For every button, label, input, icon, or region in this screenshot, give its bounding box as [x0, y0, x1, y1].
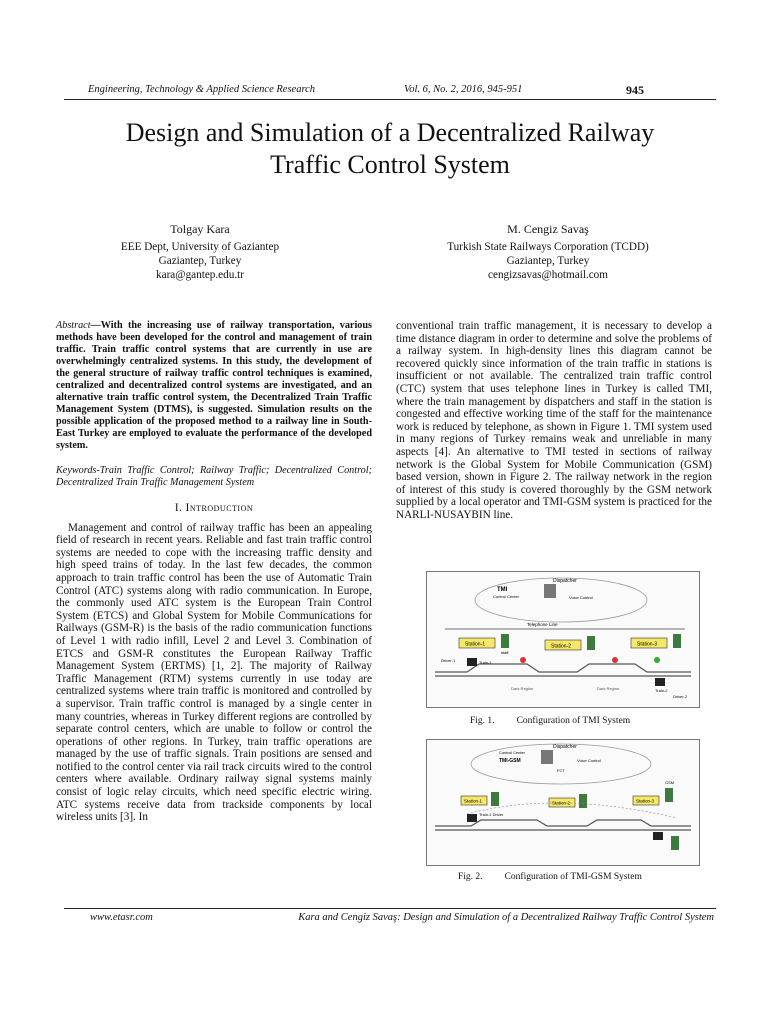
figure-2-diagram: [427, 740, 699, 865]
fig2-control-center-label: Control Center: [499, 750, 526, 755]
fig1-driver1-label: Driver-1: [441, 658, 456, 663]
intro-paragraph-right: conventional train traffic management, it is necessary to develop a time distance diagram in order to determine and solve the problems of a railway system. In high-density lines this diagram cannot be recovered quickly since information of the train traffic in stations is insufficient or not available. The centralized train traffic control (CTC) system that uses telephone lines in Turkey is called TMI, where the train management by dispatchers and staff in the station is congested and effective working time of the staff for the maintenance work is reduced by telephone, as shown in Figure 1. TMI system used in many regions of Turkey remains weak and unreliable in many aspects [4]. An alternative to TMI tested in sections of railway network is the Global System for Mobile Communication (GSM) based version, shown in Figure 2. The railway network in the region of interest of this study is covered thoroughly by the GSM network supplied by a local operator and TMI-GSM system is practiced for the NARLI-NUSAYBIN line.: [396, 320, 712, 521]
fig1-dark-region-label: Dark Region: [511, 686, 534, 691]
figure-1-caption: [470, 716, 630, 726]
author-affiliation: EEE Dept, University of Gaziantep: [120, 241, 280, 253]
right-column: [396, 320, 712, 522]
figure-1-caption-text: Configuration of TMI System: [516, 716, 631, 726]
figure-2-number: Fig. 2.: [458, 872, 483, 882]
author-city: Gaziantep, Turkey: [506, 255, 590, 267]
fig1-station3-label: Station-3: [637, 641, 658, 648]
control-center-ellipse: [471, 744, 651, 784]
train-2-icon: [655, 678, 665, 686]
fig2-station3-label: Station-3: [636, 798, 655, 804]
volume-info: Vol. 6, No. 2, 2016, 945-951: [404, 84, 523, 95]
footer-rule: [64, 908, 716, 909]
figure-1: [426, 571, 700, 708]
train-1-icon: [467, 814, 477, 822]
title-line-2: Traffic Control System: [270, 150, 510, 179]
staff-icon: [491, 792, 499, 806]
staff-icon: [673, 634, 681, 648]
fig1-dark-region-label: Dark Region: [597, 686, 620, 691]
fig2-fct-label: FCT: [557, 768, 565, 773]
fig2-tmi-gsm-label: TMI-GSM: [499, 758, 521, 764]
author-city: Gaziantep, Turkey: [158, 255, 242, 267]
journal-name: Engineering, Technology & Applied Science Research: [88, 84, 316, 95]
author-email[interactable]: cengizsavas@hotmail.com: [488, 269, 608, 281]
fig1-station1-label: Station-1: [465, 641, 486, 648]
staff-icon: [587, 636, 595, 650]
signal-green-icon: [654, 657, 660, 663]
abstract-label: Abstract: [56, 320, 91, 331]
author-email[interactable]: kara@gantep.edu.tr: [156, 269, 244, 281]
staff-icon: [665, 788, 673, 802]
fig1-tmi-label: TMI: [497, 587, 508, 593]
fig1-staff-label: staff: [501, 650, 509, 655]
section-heading: I. Introduction: [174, 502, 254, 514]
driver-icon: [671, 836, 679, 850]
control-center-ellipse: [475, 578, 647, 622]
author-name: Tolgay Kara: [170, 222, 230, 236]
abstract: [56, 320, 372, 452]
author-name: M. Cengiz Savaş: [507, 222, 589, 236]
author-block-2: [428, 222, 668, 282]
train-2-icon: [653, 832, 663, 840]
author-block-1: [80, 222, 320, 282]
page-number: 945: [626, 83, 644, 97]
left-column: [56, 320, 372, 824]
keywords: Keywords-Train Traffic Control; Railway Traffic; Decentralized Control; Decentralized Train Traffic Management System: [56, 465, 372, 488]
fig1-train1-label: Train-1: [479, 660, 492, 665]
header-rule: [64, 99, 716, 100]
abstract-text: —With the increasing use of railway transportation, various methods have been developed for the control and management of train traffic. Train traffic control systems that are currently in use are overwhelmingly centralized systems. In this study, the development of the general structure of railway traffic control techniques is examined, centralized and decentralized control systems are investigated, and an alternative train traffic control system, the Decentralized Train Traffic Management System (DTMS), is suggested. Simulation results on the possible application of the proposed method to a railway line in South-East Turkey are employed to evaluate the performance of the developed system.: [56, 320, 372, 451]
fig1-driver2-label: Driver-2: [673, 694, 688, 699]
footer-website[interactable]: www.etasr.com: [90, 912, 153, 923]
paper-title: [64, 117, 716, 181]
fig1-telephone-line-label: Telephone Line: [527, 622, 558, 627]
fig2-voice-control-label: Voice Control: [577, 758, 601, 763]
signal-red-icon: [612, 657, 618, 663]
fig2-station2-label: Station-2: [552, 800, 571, 806]
fig2-station1-label: Station-1: [464, 798, 483, 804]
figure-1-diagram: [427, 572, 699, 707]
figure-2-caption-text: Configuration of TMI-GSM System: [504, 872, 642, 882]
figure-1-number: Fig. 1.: [470, 716, 495, 726]
intro-paragraph-left: Management and control of railway traffic has been an appealing field of research in recent years. Reliable and fast train traffic control systems are needed to cope with the increasing traffic density and high speed trains of today. In the last few decades, the common approach to train traffic control has been the use of Automatic Train Control (ATC) systems along with radio communication. In Europe, the commonly used ATC system is the European Train Control System (ETCS) and Global System for Mobile Communications for Railways (GSM-R) is the basis of the radio communication functions of Level 1 with radio infill, Level 2 and Level 3. Combination of ETCS and GSM-R constitutes the European Railway Traffic Management System (ERTMS) [1, 2]. The majority of Railway Traffic Management (RTM) systems currently in use today are centralized systems where train traffic is monitored and controlled by a supervisor. Train traffic control is managed by a single center in many countries, whereas in Turkey different regions are controlled by separate control centers, which are unable to follow or control the operations of other regions. In Turkey, train traffic operations are managed by the use of traffic signals. Train positions are sensed and notified to the control center via rail track circuits wired to the control centers where available. Ordinary railway signal systems mainly consist of logic relay circuits, which need specific electric wiring. ATC systems receive data from trackside components by local wireless units [3]. In: [56, 521, 372, 824]
fig1-train2-label: Train-2: [655, 688, 668, 693]
fig2-gsm-label: GSM: [665, 780, 675, 785]
title-line-1: Design and Simulation of a Decentralized Railway: [125, 118, 655, 147]
footer-running-title: Kara and Cengiz Savaş: Design and Simulation of a Decentralized Railway Traffic Control System: [298, 912, 714, 923]
figure-2-caption: [458, 872, 642, 882]
train-1-icon: [467, 658, 477, 666]
fig1-voice-control-label: Voice Control: [569, 595, 593, 600]
fig1-control-center-label: Control Center: [493, 594, 520, 599]
fig1-station2-label: Station-2: [551, 643, 572, 650]
dispatcher-icon: [541, 750, 553, 764]
fig1-dispatcher-label: Dispatcher: [553, 578, 577, 584]
figure-2: [426, 739, 700, 866]
author-affiliation: Turkish State Railways Corporation (TCDD): [447, 241, 649, 253]
staff-icon: [501, 634, 509, 648]
fig2-dispatcher-label: Dispatcher: [553, 744, 577, 750]
signal-red-icon: [520, 657, 526, 663]
fig2-train-driver-label: Train-1 Driver: [479, 812, 504, 817]
dispatcher-icon: [544, 584, 556, 598]
staff-icon: [579, 794, 587, 808]
